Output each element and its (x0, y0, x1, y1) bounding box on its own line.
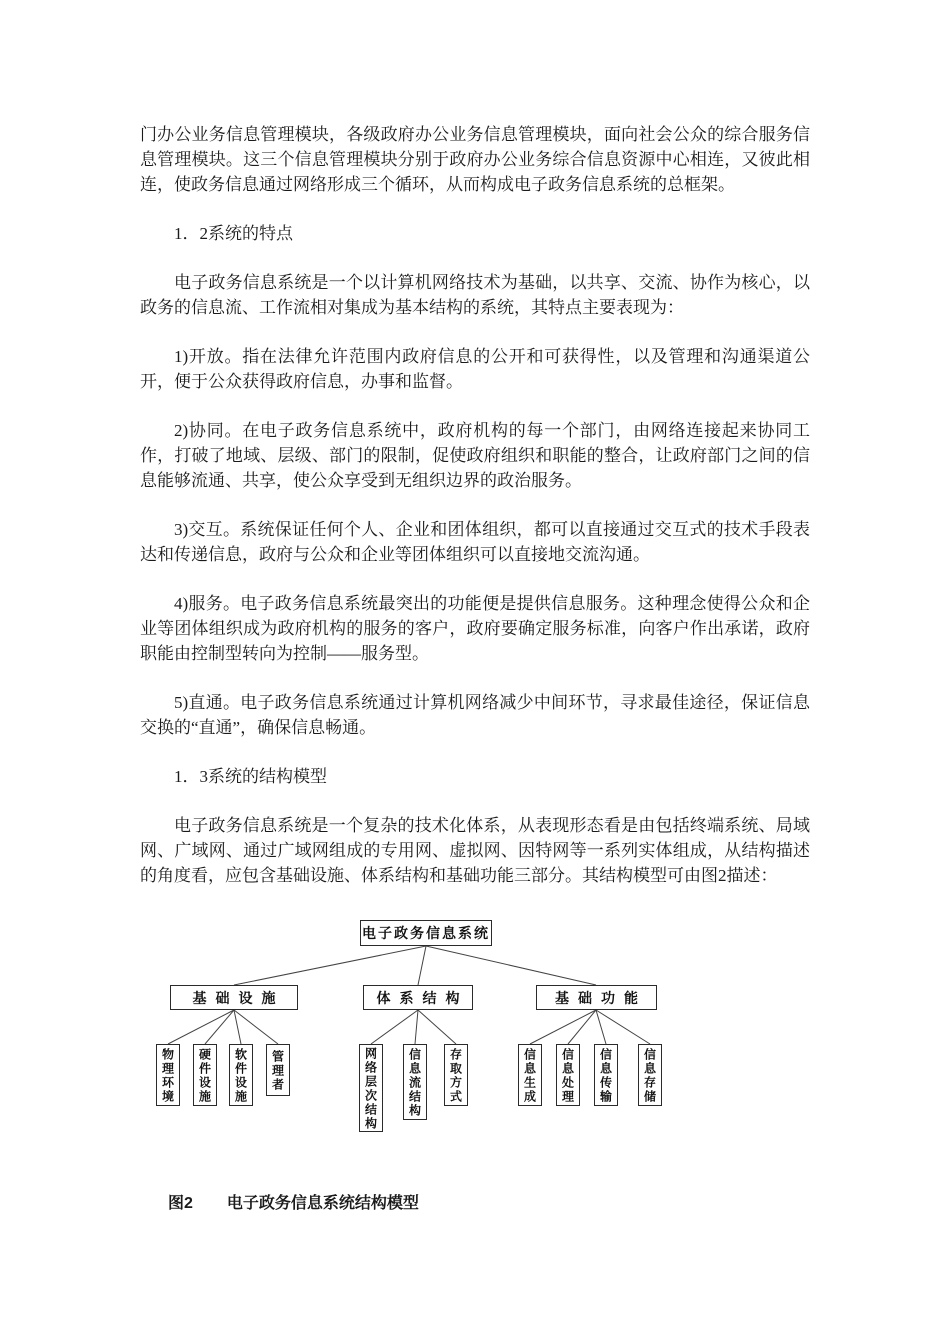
section-heading-1-3: 1．3系统的结构模型 (174, 767, 327, 786)
diagram-node-functions: 基础功能 (536, 985, 657, 1010)
diagram-leaf-network-hierarchy: 网络层次结构 (359, 1044, 383, 1132)
diagram-leaf-manager: 管理者 (266, 1044, 290, 1096)
paragraph-feature-interact: 3)交互。系统保证任何个人、企业和团体组织，都可以直接通过交互式的技术手段表达和传递信息，政府与公众和企业等团体组织可以直接地交流沟通。 (140, 520, 810, 564)
paragraph-overview: 门办公业务信息管理模块，各级政府办公业务信息管理模块，面向社会公众的综合服务信息管理模块。这三个信息管理模块分别于政府办公业务综合信息资源中心相连，又彼此相连，使政务信息通过网络形成三个循环，从而构成电子政务信息系统的总框架。 (140, 125, 810, 194)
diagram-leaf-access-method: 存取方式 (444, 1044, 468, 1106)
figure-caption (168, 1190, 810, 1213)
diagram-leaf-info-generate: 信息生成 (518, 1044, 542, 1106)
diagram-leaf-hardware: 硬件设施 (193, 1044, 217, 1106)
diagram-leaf-info-process: 信息处理 (556, 1044, 580, 1106)
diagram-node-architecture: 体系结构 (363, 985, 473, 1010)
paragraph-feature-direct: 5)直通。电子政务信息系统通过计算机网络减少中间环节，寻求最佳途径，保证信息交换的“直通”，确保信息畅通。 (140, 693, 810, 737)
diagram-leaf-info-flow: 信息流结构 (403, 1044, 427, 1120)
figure-caption-label: 图2 (168, 1195, 193, 1212)
paragraph-structure-intro: 电子政务信息系统是一个复杂的技术化体系，从表现形态看是由包括终端系统、局域网、广域网、通过广域网组成的专用网、虚拟网、因特网等一系列实体组成，从结构描述的角度看，应包含基础设施、体系结构和基础功能三部分。其结构模型可由图2描述： (140, 816, 810, 885)
diagram-leaf-info-transmit: 信息传输 (594, 1044, 618, 1106)
diagram-leaf-software: 软件设施 (229, 1044, 253, 1106)
diagram-node-infrastructure: 基础设施 (170, 985, 298, 1010)
structure-model-diagram (140, 912, 810, 1164)
diagram-node-root: 电子政务信息系统 (360, 920, 492, 946)
diagram-leaf-physical-env: 物理环境 (156, 1044, 180, 1106)
figure-caption-title: 电子政务信息系统结构模型 (226, 1195, 419, 1212)
paragraph-feature-collaborate: 2)协同。在电子政务信息系统中，政府机构的每一个部门，由网络连接起来协同工作，打破了地域、层级、部门的限制，促使政府组织和职能的整合，让政府部门之间的信息能够流通、共享，使公众享受到无组织边界的政治服务。 (140, 421, 810, 490)
paragraph-features-intro: 电子政务信息系统是一个以计算机网络技术为基础，以共享、交流、协作为核心，以政务的信息流、工作流相对集成为基本结构的系统，其特点主要表现为： (140, 273, 810, 317)
section-heading-1-2: 1．2系统的特点 (174, 224, 293, 243)
diagram-leaf-info-store: 信息存储 (638, 1044, 662, 1106)
paragraph-feature-open: 1)开放。指在法律允许范围内政府信息的公开和可获得性，以及管理和沟通渠道公开，便于公众获得政府信息，办事和监督。 (140, 347, 810, 391)
diagram-connector-lines (140, 912, 810, 1164)
paragraph-feature-service: 4)服务。电子政务信息系统最突出的功能便是提供信息服务。这种理念使得公众和企业等团体组织成为政府机构的服务的客户，政府要确定服务标准，向客户作出承诺，政府职能由控制型转向为控制——服务型。 (140, 594, 810, 663)
